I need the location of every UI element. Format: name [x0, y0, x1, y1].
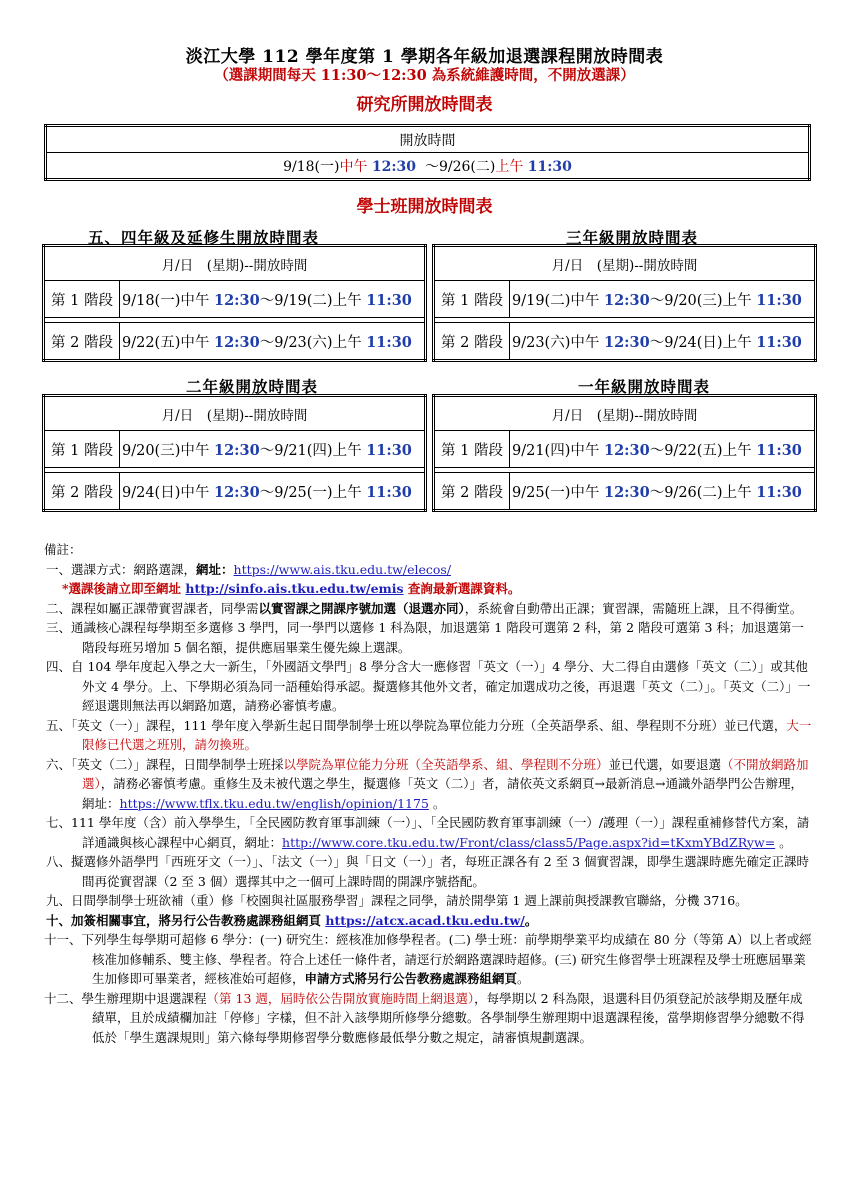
english-opinion-link[interactable]: https://www.tflx.tku.edu.tw/english/opinion/1175	[119, 795, 429, 811]
table-row	[44, 473, 426, 511]
table-row	[434, 281, 816, 318]
notes-label: 備註：	[44, 542, 82, 557]
emis-link[interactable]: http://sinfo.ais.tku.edu.tw/emis	[185, 581, 404, 596]
grid-header: 月/日 (星期)--開放時間	[44, 396, 426, 431]
note-8: 八、擬選修外語學門「西班牙文（一）」、「法文（一）」與「日文（一）」者，每班正課各有 2 至 3 個實習課，即學生選課時應先確定正課時間再從實習課（2 至 3 個）選擇其中之一個可上課時間的開課序號搭配。	[46, 854, 810, 889]
stage-time: 9/20(三)中午 12:30～9/21(四)上午 11:30	[120, 431, 426, 468]
grad-end-mid: 上午	[495, 158, 524, 175]
stage-label: 第 2 階段	[44, 323, 120, 361]
grad-start-time: 12:30	[371, 158, 417, 175]
stage-label: 第 2 階段	[434, 323, 510, 361]
page-title: 淡江大學 112 學年度第 1 學期各年級加退選課程開放時間表	[185, 47, 664, 67]
schedule-table-freshman	[432, 394, 817, 512]
grad-table-time	[46, 153, 810, 180]
note-10: 十、加簽相關事宜，將另行公告教務處課務組網頁 https://atcx.acad.tku.edu.tw/。	[46, 912, 538, 928]
stage-time: 9/24(日)中午 12:30～9/25(一)上午 11:30	[120, 473, 426, 511]
note-2: 二、課程如屬正課帶實習課者，同學需以實習課之開課序號加選（退選亦同），系統會自動帶出正課；實習課，需隨班上課，且不得衝堂。	[46, 600, 803, 616]
schedule-table-sophomore	[42, 394, 427, 512]
grad-start-date: 9/18(一)	[283, 158, 340, 175]
note-6: 六、「英文（二）」課程，日間學制學士班採以學院為單位能力分班（全英語學系、組、學程則不分班）並已代選，如要退選（不開放網路加選），請務必審慎考慮。重修生及未被代選之學生，擬選修「英文（二）」者，請依英文系網頁→最新消息→通識外語學門公告辦理，網址：https://www.tflx.tku.edu.tw/english/opinion/1175 。	[46, 756, 809, 811]
stage-label: 第 1 階段	[434, 281, 510, 318]
stage-label: 第 2 階段	[44, 473, 120, 511]
core-link[interactable]: http://www.core.tku.edu.tw/Front/class/class5/Page.aspx?id=tKxmYBdZRyw=	[282, 834, 776, 850]
table-row	[434, 323, 816, 361]
table-row	[44, 431, 426, 468]
grad-schedule-table	[44, 124, 811, 181]
table-row	[434, 473, 816, 511]
note-7: 七、111 學年度（含）前入學學生，「全民國防教育軍事訓練（一）」、「全民國防教育軍事訓練（一）/護理（一）」課程重補修替代方案，請詳通識與核心課程中心網頁，網址：http://www.core.tku.edu.tw/Front/class/class5/Page.aspx?id=tKxmYBdZRyw= 。	[46, 815, 810, 850]
table-row	[434, 431, 816, 468]
undergrad-heading: 學士班開放時間表	[356, 197, 493, 217]
elecos-link[interactable]: https://www.ais.tku.edu.tw/elecos/	[233, 561, 452, 577]
note-5: 五、「英文（一）」課程，111 學年度入學新生起日間學制學士班以學院為單位能力分班（全英語學系、組、學程則不分班）並已代選，大一限修已代選之班別，請勿換班。	[46, 717, 812, 752]
note-4: 四、自 104 學年度起入學之大一新生，「外國語文學門」8 學分含大一應修習「英文（一）」4 學分、大二得自由選修「英文（二）」或其他外文 4 學分。上、下學期必須為同一語種始得承認。擬選修其他外文者，確定加選成功之後，再退選「英文（二）」。「英文（二）」一經退選則無法再以網路加選，請務必審慎考慮。	[46, 659, 811, 713]
stage-time: 9/18(一)中午 12:30～9/19(二)上午 11:30	[120, 281, 426, 318]
table-title-senior: 五、四年級及延修生開放時間表	[88, 228, 320, 247]
grid-header: 月/日 (星期)--開放時間	[44, 246, 426, 281]
page-subtitle: （選課期間每天 11:30～12:30 為系統維護時間，不開放選課）	[214, 67, 635, 84]
note-9: 九、日間學制學士班欲補（重）修「校園與社區服務學習」課程之同學，請於開學第 1 週上課前與授課教官聯絡，分機 3716。	[46, 893, 748, 908]
grad-end-date: 9/26(二)	[438, 158, 496, 175]
table-title-sophomore: 二年級開放時間表	[186, 377, 319, 396]
grad-end-time: 11:30	[527, 158, 572, 175]
note-1-star: *選課後請立即至網址 http://sinfo.ais.tku.edu.tw/emis 查詢最新選課資料。	[62, 581, 521, 596]
grad-heading: 研究所開放時間表	[356, 95, 493, 115]
stage-time: 9/23(六)中午 12:30～9/24(日)上午 11:30	[510, 323, 816, 361]
table-row	[44, 323, 426, 361]
table-title-freshman: 一年級開放時間表	[578, 377, 711, 396]
stage-label: 第 2 階段	[434, 473, 510, 511]
stage-time: 9/21(四)中午 12:30～9/22(五)上午 11:30	[510, 431, 816, 468]
notes-section	[44, 540, 814, 1047]
note-1: 一、選課方式：網路選課，網址：https://www.ais.tku.edu.tw/elecos/	[46, 561, 452, 577]
grid-header: 月/日 (星期)--開放時間	[434, 246, 816, 281]
table-row	[44, 281, 426, 318]
stage-time: 9/22(五)中午 12:30～9/23(六)上午 11:30	[120, 323, 426, 361]
note-12: 十二、學生辦理期中退選課程（第 13 週，屆時依公告開放實施時間上網退選），每學期以 2 科為限，退選科目仍須登記於該學期及歷年成績單，且於成績欄加註「停修」字樣，但不計入該學期所修學分總數。各學制學生辦理期中退選課程後，當學期修習學分總數不得低於「學生選課規則」第六條每學期修習學分數應修最低學分數之規定，請審慎規劃選課。	[44, 990, 805, 1045]
note-3: 三、通識核心課程每學期至多選修 3 學門，同一學門以選修 1 科為限，加退選第 1 階段可選第 2 科，第 2 階段可選第 3 科；加退選第一階段每班另增加 5 個名額，提供應屆畢業生優先線上選課。	[46, 620, 804, 655]
schedule-table-senior	[42, 244, 427, 362]
grad-start-mid: 中午	[339, 158, 368, 175]
stage-time: 9/19(二)中午 12:30～9/20(三)上午 11:30	[510, 281, 816, 318]
stage-label: 第 1 階段	[434, 431, 510, 468]
stage-label: 第 1 階段	[44, 281, 120, 318]
grid-header: 月/日 (星期)--開放時間	[434, 396, 816, 431]
note-11: 十一、下列學生每學期可超修 6 學分：(一) 研究生：經核准加修學程者。(二) 學士班：前學期學業平均成績在 80 分（等第 A）以上者或經核准加修輔系、雙主修、學程者。符合上述任一條件者，請逕行於網路選課時超修。(三) 研究生修習學士班課程及學士班應屆畢業生加修即可畢業者，經核准始可超修，申請方式將另行公告教務處課務組網頁。	[44, 932, 812, 986]
stage-time: 9/25(一)中午 12:30～9/26(二)上午 11:30	[510, 473, 816, 511]
grad-table-header: 開放時間	[46, 126, 810, 153]
stage-label: 第 1 階段	[44, 431, 120, 468]
schedule-table-junior	[432, 244, 817, 362]
table-title-junior: 三年級開放時間表	[566, 228, 699, 247]
grad-sep: ～	[424, 158, 439, 175]
atcx-link[interactable]: https://atcx.acad.tku.edu.tw/	[325, 912, 525, 928]
